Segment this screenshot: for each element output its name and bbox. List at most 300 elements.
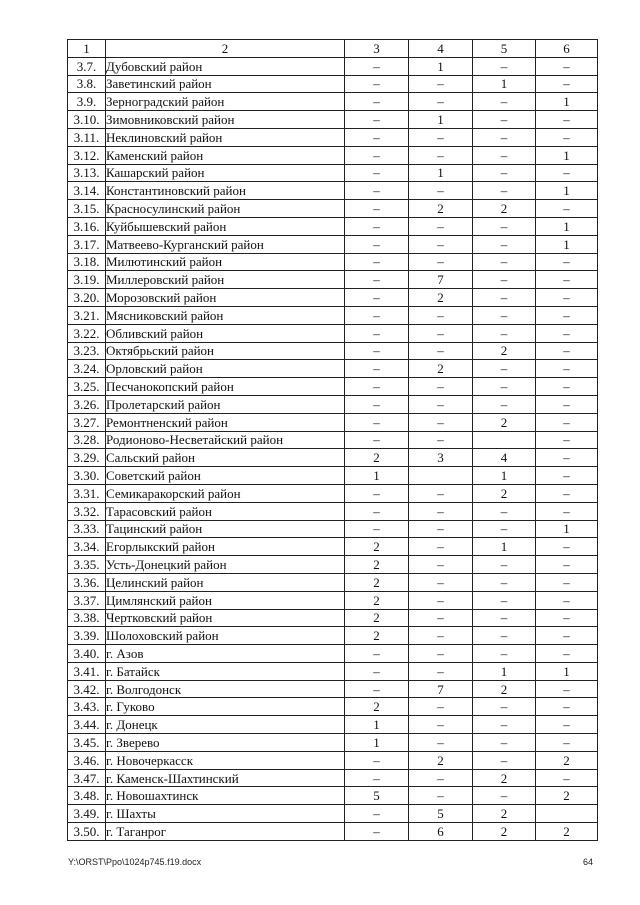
value-col-4: – [409,520,473,538]
district-name: Егорлыкский район [106,538,345,556]
value-col-3: 2 [345,698,409,716]
value-col-6: 2 [536,787,598,805]
value-col-6: – [536,378,598,396]
row-number: 3.46. [68,751,106,769]
value-col-6: – [536,645,598,663]
district-name: Шолоховский район [106,627,345,645]
district-name: Орловский район [106,360,345,378]
row-number: 3.39. [68,627,106,645]
value-col-6: – [536,573,598,591]
row-number: 3.27. [68,413,106,431]
district-name: Пролетарский район [106,395,345,413]
value-col-5: 4 [473,449,536,467]
value-col-3: – [345,164,409,182]
value-col-6: – [536,484,598,502]
value-col-5: – [473,217,536,235]
district-name: Чертковский район [106,609,345,627]
value-col-6: – [536,395,598,413]
row-number: 3.48. [68,787,106,805]
value-col-6: 1 [536,93,598,111]
value-col-4 [409,467,473,485]
table-row [68,271,598,289]
row-number: 3.42. [68,680,106,698]
value-col-5: – [473,360,536,378]
district-name: Тарасовский район [106,502,345,520]
value-col-5: 2 [473,769,536,787]
district-name: Кашарский район [106,164,345,182]
district-name: Константиновский район [106,182,345,200]
district-name: Сальский район [106,449,345,467]
value-col-5: – [473,556,536,574]
value-col-4: – [409,182,473,200]
table-row [68,128,598,146]
value-col-4: 5 [409,805,473,823]
row-number: 3.26. [68,395,106,413]
district-name: г. Гуково [106,698,345,716]
district-name: Зерноградский район [106,93,345,111]
table-row [68,200,598,218]
value-col-3: – [345,680,409,698]
value-col-5: 2 [473,805,536,823]
value-col-6: 1 [536,182,598,200]
value-col-5: – [473,787,536,805]
value-col-3: – [345,769,409,787]
value-col-4: – [409,645,473,663]
row-number: 3.40. [68,645,106,663]
value-col-3: 2 [345,591,409,609]
table-row [68,342,598,360]
value-col-3: 5 [345,787,409,805]
value-col-6: – [536,591,598,609]
table-row [68,751,598,769]
value-col-4: – [409,538,473,556]
table-row [68,662,598,680]
value-col-3: – [345,378,409,396]
value-col-5: – [473,146,536,164]
table-row [68,538,598,556]
value-col-6 [536,805,598,823]
row-number: 3.35. [68,556,106,574]
value-col-3: 2 [345,609,409,627]
table-row [68,413,598,431]
value-col-6: – [536,538,598,556]
value-col-5: – [473,164,536,182]
value-col-6: – [536,253,598,271]
column-header-3: 3 [345,40,409,58]
value-col-4: – [409,253,473,271]
value-col-5: 2 [473,680,536,698]
row-number: 3.19. [68,271,106,289]
value-col-3: – [345,93,409,111]
district-name: Миллеровский район [106,271,345,289]
value-col-4: – [409,556,473,574]
value-col-5: – [473,271,536,289]
table-row [68,805,598,823]
row-number: 3.41. [68,662,106,680]
value-col-3: – [345,57,409,75]
table-row [68,591,598,609]
table-row [68,573,598,591]
table-row [68,769,598,787]
value-col-4: 6 [409,823,473,841]
district-name: Заветинский район [106,75,345,93]
value-col-5: 1 [473,75,536,93]
row-number: 3.49. [68,805,106,823]
district-name: Милютинский район [106,253,345,271]
value-col-6: – [536,164,598,182]
value-col-6: – [536,360,598,378]
value-col-3: – [345,324,409,342]
value-col-4: – [409,627,473,645]
district-name: г. Азов [106,645,345,663]
district-name: Семикаракорский район [106,484,345,502]
column-header-5: 5 [473,40,536,58]
value-col-6: – [536,734,598,752]
table-row [68,253,598,271]
value-col-5 [473,431,536,449]
table-row [68,716,598,734]
value-col-3: – [345,502,409,520]
row-number: 3.17. [68,235,106,253]
district-name: г. Каменск-Шахтинский [106,769,345,787]
district-name: г. Волгодонск [106,680,345,698]
value-col-4: 1 [409,111,473,129]
value-col-6: – [536,111,598,129]
row-number: 3.22. [68,324,106,342]
value-col-4: 2 [409,751,473,769]
row-number: 3.33. [68,520,106,538]
value-col-5: – [473,395,536,413]
value-col-4: – [409,769,473,787]
row-number: 3.43. [68,698,106,716]
row-number: 3.47. [68,769,106,787]
value-col-6: – [536,627,598,645]
value-col-5: 2 [473,200,536,218]
value-col-4: – [409,146,473,164]
district-name: Родионово-Несветайский район [106,431,345,449]
row-number: 3.28. [68,431,106,449]
table-row [68,609,598,627]
value-col-6: – [536,698,598,716]
value-col-3: – [345,342,409,360]
value-col-5: – [473,182,536,200]
value-col-6: – [536,716,598,734]
value-col-5: – [473,93,536,111]
district-name: Цимлянский район [106,591,345,609]
value-col-5: – [473,128,536,146]
value-col-6: – [536,449,598,467]
table-row [68,217,598,235]
value-col-4: – [409,484,473,502]
value-col-4: – [409,217,473,235]
value-col-5: – [473,573,536,591]
district-name: Морозовский район [106,289,345,307]
value-col-5: – [473,627,536,645]
district-name: Октябрьский район [106,342,345,360]
value-col-4: – [409,573,473,591]
value-col-3: – [345,182,409,200]
district-name: Ремонтненский район [106,413,345,431]
row-number: 3.44. [68,716,106,734]
row-number: 3.7. [68,57,106,75]
table-row [68,182,598,200]
value-col-4: 2 [409,289,473,307]
value-col-3: 2 [345,556,409,574]
row-number: 3.20. [68,289,106,307]
value-col-4: – [409,734,473,752]
table-row [68,93,598,111]
row-number: 3.9. [68,93,106,111]
district-name: Красносулинский район [106,200,345,218]
value-col-3: – [345,306,409,324]
value-col-3: – [345,253,409,271]
row-number: 3.45. [68,734,106,752]
row-number: 3.16. [68,217,106,235]
value-col-5: – [473,645,536,663]
value-col-6: – [536,289,598,307]
value-col-6: – [536,413,598,431]
value-col-3: – [345,111,409,129]
value-col-3: – [345,662,409,680]
value-col-3: – [345,823,409,841]
value-col-6: – [536,556,598,574]
table-row [68,645,598,663]
value-col-4: – [409,93,473,111]
value-col-3: 1 [345,467,409,485]
value-col-6: – [536,769,598,787]
value-col-3: – [345,289,409,307]
value-col-4: – [409,342,473,360]
value-col-3: – [345,217,409,235]
district-name: Песчанокопский район [106,378,345,396]
district-name: Обливский район [106,324,345,342]
table-row [68,787,598,805]
table-row [68,698,598,716]
value-col-5: 1 [473,538,536,556]
value-col-4: 2 [409,200,473,218]
table-row [68,502,598,520]
value-col-5: 2 [473,484,536,502]
header-row [68,40,598,58]
value-col-4: – [409,324,473,342]
value-col-3: – [345,751,409,769]
table-row [68,360,598,378]
value-col-5: 2 [473,823,536,841]
column-header-6: 6 [536,40,598,58]
value-col-3: – [345,395,409,413]
value-col-5: 2 [473,413,536,431]
table-row [68,306,598,324]
footer-file-path: Y:\ORST\Ppo\1024p745.f19.docx [68,857,202,867]
row-number: 3.8. [68,75,106,93]
value-col-3: 2 [345,538,409,556]
district-name: г. Донецк [106,716,345,734]
row-number: 3.18. [68,253,106,271]
value-col-4: – [409,431,473,449]
value-col-6: – [536,680,598,698]
table-row [68,75,598,93]
value-col-6: – [536,200,598,218]
district-name: Дубовский район [106,57,345,75]
value-col-3: – [345,805,409,823]
value-col-4: 3 [409,449,473,467]
value-col-3: – [345,235,409,253]
table-row [68,235,598,253]
column-header-1: 1 [68,40,106,58]
value-col-5: – [473,502,536,520]
value-col-5: – [473,520,536,538]
table-row [68,734,598,752]
value-col-4: – [409,395,473,413]
value-col-3: – [345,431,409,449]
table-row [68,378,598,396]
value-col-4: – [409,128,473,146]
value-col-4: – [409,787,473,805]
value-col-6: – [536,431,598,449]
table-row [68,164,598,182]
value-col-3: – [345,645,409,663]
value-col-5: – [473,253,536,271]
table-row [68,324,598,342]
value-col-4: – [409,413,473,431]
value-col-4: – [409,591,473,609]
value-col-5: – [473,57,536,75]
value-col-5: – [473,289,536,307]
row-number: 3.37. [68,591,106,609]
value-col-5: – [473,111,536,129]
value-col-5: 2 [473,342,536,360]
value-col-6: 1 [536,520,598,538]
district-name: Тацинский район [106,520,345,538]
value-col-6: – [536,306,598,324]
district-name: Куйбышевский район [106,217,345,235]
row-number: 3.21. [68,306,106,324]
value-col-5: – [473,591,536,609]
value-col-3: – [345,271,409,289]
row-number: 3.25. [68,378,106,396]
table-row [68,449,598,467]
value-col-4: – [409,306,473,324]
value-col-6: 1 [536,235,598,253]
row-number: 3.32. [68,502,106,520]
table-row [68,627,598,645]
row-number: 3.30. [68,467,106,485]
district-name: Усть-Донецкий район [106,556,345,574]
value-col-4: – [409,75,473,93]
value-col-3: – [345,146,409,164]
district-name: Советский район [106,467,345,485]
value-col-4: – [409,716,473,734]
value-col-4: – [409,235,473,253]
value-col-6: 1 [536,662,598,680]
value-col-5: – [473,235,536,253]
table-row [68,467,598,485]
value-col-6: – [536,128,598,146]
value-col-6: – [536,609,598,627]
value-col-6: – [536,467,598,485]
district-name: г. Батайск [106,662,345,680]
column-header-2: 2 [106,40,345,58]
value-col-3: 2 [345,627,409,645]
row-number: 3.13. [68,164,106,182]
table-row [68,57,598,75]
value-col-6: – [536,57,598,75]
table-row [68,289,598,307]
table-row [68,111,598,129]
value-col-4: – [409,502,473,520]
value-col-6: – [536,271,598,289]
row-number: 3.29. [68,449,106,467]
value-col-6: 1 [536,146,598,164]
district-name: Неклиновский район [106,128,345,146]
value-col-3: 1 [345,734,409,752]
value-col-3: 1 [345,716,409,734]
value-col-3: 2 [345,449,409,467]
district-name: Мясниковский район [106,306,345,324]
table-body [68,40,598,841]
value-col-3: 2 [345,573,409,591]
value-col-4: 1 [409,57,473,75]
district-name: г. Новочеркасск [106,751,345,769]
value-col-6: – [536,75,598,93]
row-number: 3.12. [68,146,106,164]
value-col-4: 1 [409,164,473,182]
table-row [68,556,598,574]
value-col-5: 1 [473,662,536,680]
value-col-6: – [536,502,598,520]
value-col-4: – [409,378,473,396]
value-col-4: – [409,609,473,627]
row-number: 3.24. [68,360,106,378]
district-name: Матвеево-Курганский район [106,235,345,253]
value-col-4: – [409,698,473,716]
value-col-5: – [473,306,536,324]
district-table [67,39,598,841]
value-col-3: – [345,413,409,431]
value-col-3: – [345,360,409,378]
value-col-5: – [473,698,536,716]
value-col-4: – [409,662,473,680]
value-col-4: 2 [409,360,473,378]
table-row [68,395,598,413]
value-col-6: – [536,324,598,342]
value-col-5: – [473,751,536,769]
value-col-4: 7 [409,271,473,289]
table-row [68,431,598,449]
district-name: Каменский район [106,146,345,164]
row-number: 3.34. [68,538,106,556]
row-number: 3.11. [68,128,106,146]
table-row [68,520,598,538]
column-header-4: 4 [409,40,473,58]
district-name: г. Новошахтинск [106,787,345,805]
row-number: 3.31. [68,484,106,502]
table-row [68,680,598,698]
value-col-5: – [473,716,536,734]
value-col-5: 1 [473,467,536,485]
row-number: 3.15. [68,200,106,218]
value-col-3: – [345,128,409,146]
value-col-3: – [345,75,409,93]
district-name: г. Зверево [106,734,345,752]
value-col-5: – [473,324,536,342]
district-name: Зимовниковский район [106,111,345,129]
value-col-5: – [473,734,536,752]
row-number: 3.50. [68,823,106,841]
row-number: 3.14. [68,182,106,200]
value-col-6: 1 [536,217,598,235]
value-col-6: 2 [536,751,598,769]
